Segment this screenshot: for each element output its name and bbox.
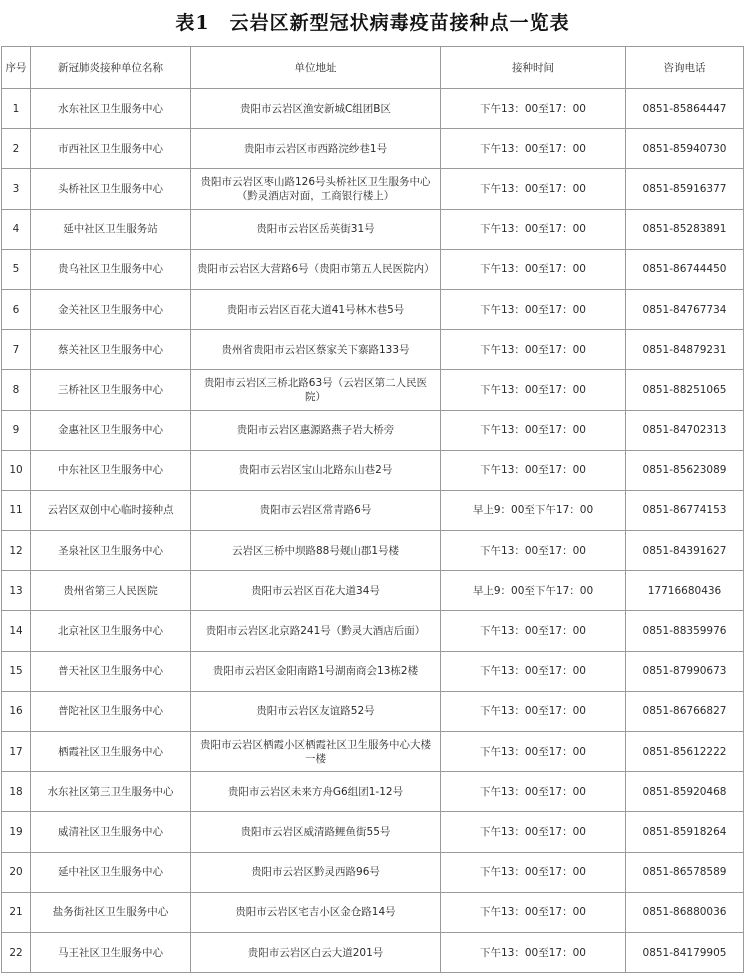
cell-address: 贵阳市云岩区未来方舟G6组团1-12号 — [191, 772, 441, 812]
cell-address: 贵阳市云岩区三桥北路63号（云岩区第二人民医院） — [191, 370, 441, 410]
cell-no: 21 — [2, 892, 31, 932]
vaccination-sites-table — [1, 46, 744, 973]
cell-address: 贵阳市云岩区渔安新城C组团B区 — [191, 89, 441, 129]
cell-address: 贵阳市云岩区金阳南路1号湖南商会13栋2楼 — [191, 651, 441, 691]
cell-no: 1 — [2, 89, 31, 129]
cell-phone: 0851-85918264 — [626, 812, 744, 852]
cell-unit-name: 水东社区第三卫生服务中心 — [31, 772, 191, 812]
cell-no: 18 — [2, 772, 31, 812]
table-row — [2, 450, 744, 490]
cell-no: 11 — [2, 490, 31, 530]
cell-unit-name: 市西社区卫生服务中心 — [31, 129, 191, 169]
cell-address: 贵阳市云岩区枣山路126号头桥社区卫生服务中心（黔灵酒店对面，工商银行楼上） — [191, 169, 441, 209]
cell-phone: 0851-85916377 — [626, 169, 744, 209]
table-row — [2, 651, 744, 691]
table-row — [2, 691, 744, 731]
cell-unit-name: 栖霞社区卫生服务中心 — [31, 732, 191, 772]
cell-unit-name: 盐务街社区卫生服务中心 — [31, 892, 191, 932]
cell-unit-name: 北京社区卫生服务中心 — [31, 611, 191, 651]
cell-address: 贵阳市云岩区百花大道34号 — [191, 571, 441, 611]
cell-address: 贵州省贵阳市云岩区蔡家关下寨路133号 — [191, 330, 441, 370]
cell-time: 下午13：00至17：00 — [441, 209, 626, 249]
cell-unit-name: 贵州省第三人民医院 — [31, 571, 191, 611]
cell-time: 下午13：00至17：00 — [441, 289, 626, 329]
cell-time: 下午13：00至17：00 — [441, 611, 626, 651]
table-row — [2, 89, 744, 129]
cell-unit-name: 水东社区卫生服务中心 — [31, 89, 191, 129]
cell-time: 早上9：00至下午17：00 — [441, 571, 626, 611]
header-address: 单位地址 — [191, 47, 441, 89]
cell-time: 下午13：00至17：00 — [441, 169, 626, 209]
cell-phone: 0851-86880036 — [626, 892, 744, 932]
header-no: 序号 — [2, 47, 31, 89]
cell-address: 贵阳市云岩区常青路6号 — [191, 490, 441, 530]
cell-no: 9 — [2, 410, 31, 450]
cell-no: 7 — [2, 330, 31, 370]
cell-phone: 0851-84702313 — [626, 410, 744, 450]
cell-unit-name: 三桥社区卫生服务中心 — [31, 370, 191, 410]
cell-address: 贵阳市云岩区黔灵西路96号 — [191, 852, 441, 892]
cell-unit-name: 中东社区卫生服务中心 — [31, 450, 191, 490]
table-row — [2, 812, 744, 852]
cell-time: 下午13：00至17：00 — [441, 450, 626, 490]
table-row — [2, 370, 744, 410]
cell-unit-name: 金惠社区卫生服务中心 — [31, 410, 191, 450]
cell-phone: 0851-85940730 — [626, 129, 744, 169]
cell-no: 12 — [2, 531, 31, 571]
cell-phone: 0851-84767734 — [626, 289, 744, 329]
page-title: 表1 云岩区新型冠状病毒疫苗接种点一览表 — [175, 12, 570, 34]
cell-phone: 0851-86774153 — [626, 490, 744, 530]
cell-address: 贵阳市云岩区栖霞小区栖霞社区卫生服务中心大楼一楼 — [191, 732, 441, 772]
cell-no: 4 — [2, 209, 31, 249]
cell-time: 早上9：00至下午17：00 — [441, 490, 626, 530]
cell-no: 13 — [2, 571, 31, 611]
cell-unit-name: 威清社区卫生服务中心 — [31, 812, 191, 852]
cell-phone: 0851-86744450 — [626, 249, 744, 289]
cell-address: 贵阳市云岩区市西路浣纱巷1号 — [191, 129, 441, 169]
cell-address: 贵阳市云岩区大营路6号（贵阳市第五人民医院内） — [191, 249, 441, 289]
cell-address: 贵阳市云岩区威清路鲤鱼街55号 — [191, 812, 441, 852]
cell-address: 贵阳市云岩区北京路241号（黔灵大酒店后面） — [191, 611, 441, 651]
cell-unit-name: 马王社区卫生服务中心 — [31, 932, 191, 972]
cell-address: 贵阳市云岩区友谊路52号 — [191, 691, 441, 731]
cell-phone: 0851-85864447 — [626, 89, 744, 129]
cell-no: 20 — [2, 852, 31, 892]
cell-no: 2 — [2, 129, 31, 169]
table-row — [2, 169, 744, 209]
table-row — [2, 209, 744, 249]
cell-address: 贵阳市云岩区宅吉小区金仓路14号 — [191, 892, 441, 932]
cell-no: 16 — [2, 691, 31, 731]
cell-phone: 0851-84179905 — [626, 932, 744, 972]
cell-no: 10 — [2, 450, 31, 490]
cell-no: 6 — [2, 289, 31, 329]
table-body — [2, 89, 744, 973]
cell-no: 15 — [2, 651, 31, 691]
cell-address: 云岩区三桥中坝路88号觌山郡1号楼 — [191, 531, 441, 571]
cell-address: 贵阳市云岩区百花大道41号林木巷5号 — [191, 289, 441, 329]
cell-phone: 0851-84391627 — [626, 531, 744, 571]
cell-time: 下午13：00至17：00 — [441, 370, 626, 410]
table-row — [2, 490, 744, 530]
cell-unit-name: 普天社区卫生服务中心 — [31, 651, 191, 691]
cell-phone: 0851-86766827 — [626, 691, 744, 731]
cell-address: 贵阳市云岩区宝山北路东山巷2号 — [191, 450, 441, 490]
table-row — [2, 852, 744, 892]
table-row — [2, 410, 744, 450]
table-row — [2, 611, 744, 651]
cell-unit-name: 普陀社区卫生服务中心 — [31, 691, 191, 731]
cell-phone: 0851-85920468 — [626, 772, 744, 812]
table-row — [2, 330, 744, 370]
cell-unit-name: 延中社区卫生服务站 — [31, 209, 191, 249]
table-row — [2, 571, 744, 611]
header-time: 接种时间 — [441, 47, 626, 89]
cell-phone: 0851-85612222 — [626, 732, 744, 772]
table-row — [2, 129, 744, 169]
cell-phone: 17716680436 — [626, 571, 744, 611]
cell-time: 下午13：00至17：00 — [441, 892, 626, 932]
cell-unit-name: 蔡关社区卫生服务中心 — [31, 330, 191, 370]
cell-no: 14 — [2, 611, 31, 651]
cell-unit-name: 延中社区卫生服务中心 — [31, 852, 191, 892]
cell-unit-name: 贵乌社区卫生服务中心 — [31, 249, 191, 289]
cell-time: 下午13：00至17：00 — [441, 732, 626, 772]
cell-no: 22 — [2, 932, 31, 972]
cell-unit-name: 圣泉社区卫生服务中心 — [31, 531, 191, 571]
table-header — [2, 47, 744, 89]
cell-time: 下午13：00至17：00 — [441, 89, 626, 129]
cell-no: 8 — [2, 370, 31, 410]
cell-unit-name: 金关社区卫生服务中心 — [31, 289, 191, 329]
cell-phone: 0851-88251065 — [626, 370, 744, 410]
table-row — [2, 732, 744, 772]
cell-address: 贵阳市云岩区岳英街31号 — [191, 209, 441, 249]
table-row — [2, 249, 744, 289]
header-phone: 咨询电话 — [626, 47, 744, 89]
header-row — [2, 47, 744, 89]
table-row — [2, 531, 744, 571]
cell-address: 贵阳市云岩区白云大道201号 — [191, 932, 441, 972]
cell-time: 下午13：00至17：00 — [441, 531, 626, 571]
cell-no: 5 — [2, 249, 31, 289]
cell-address: 贵阳市云岩区惠源路燕子岩大桥旁 — [191, 410, 441, 450]
cell-no: 3 — [2, 169, 31, 209]
cell-unit-name: 云岩区双创中心临时接种点 — [31, 490, 191, 530]
cell-phone: 0851-84879231 — [626, 330, 744, 370]
cell-phone: 0851-87990673 — [626, 651, 744, 691]
cell-no: 17 — [2, 732, 31, 772]
table-row — [2, 772, 744, 812]
cell-no: 19 — [2, 812, 31, 852]
cell-phone: 0851-88359976 — [626, 611, 744, 651]
header-name: 新冠肺炎接种单位名称 — [31, 47, 191, 89]
cell-time: 下午13：00至17：00 — [441, 852, 626, 892]
cell-phone: 0851-85283891 — [626, 209, 744, 249]
cell-time: 下午13：00至17：00 — [441, 651, 626, 691]
cell-time: 下午13：00至17：00 — [441, 932, 626, 972]
table-row — [2, 932, 744, 972]
table-row — [2, 892, 744, 932]
cell-time: 下午13：00至17：00 — [441, 249, 626, 289]
table-row — [2, 289, 744, 329]
cell-time: 下午13：00至17：00 — [441, 129, 626, 169]
cell-time: 下午13：00至17：00 — [441, 330, 626, 370]
cell-phone: 0851-86578589 — [626, 852, 744, 892]
cell-unit-name: 头桥社区卫生服务中心 — [31, 169, 191, 209]
cell-phone: 0851-85623089 — [626, 450, 744, 490]
cell-time: 下午13：00至17：00 — [441, 410, 626, 450]
cell-time: 下午13：00至17：00 — [441, 691, 626, 731]
cell-time: 下午13：00至17：00 — [441, 772, 626, 812]
cell-time: 下午13：00至17：00 — [441, 812, 626, 852]
